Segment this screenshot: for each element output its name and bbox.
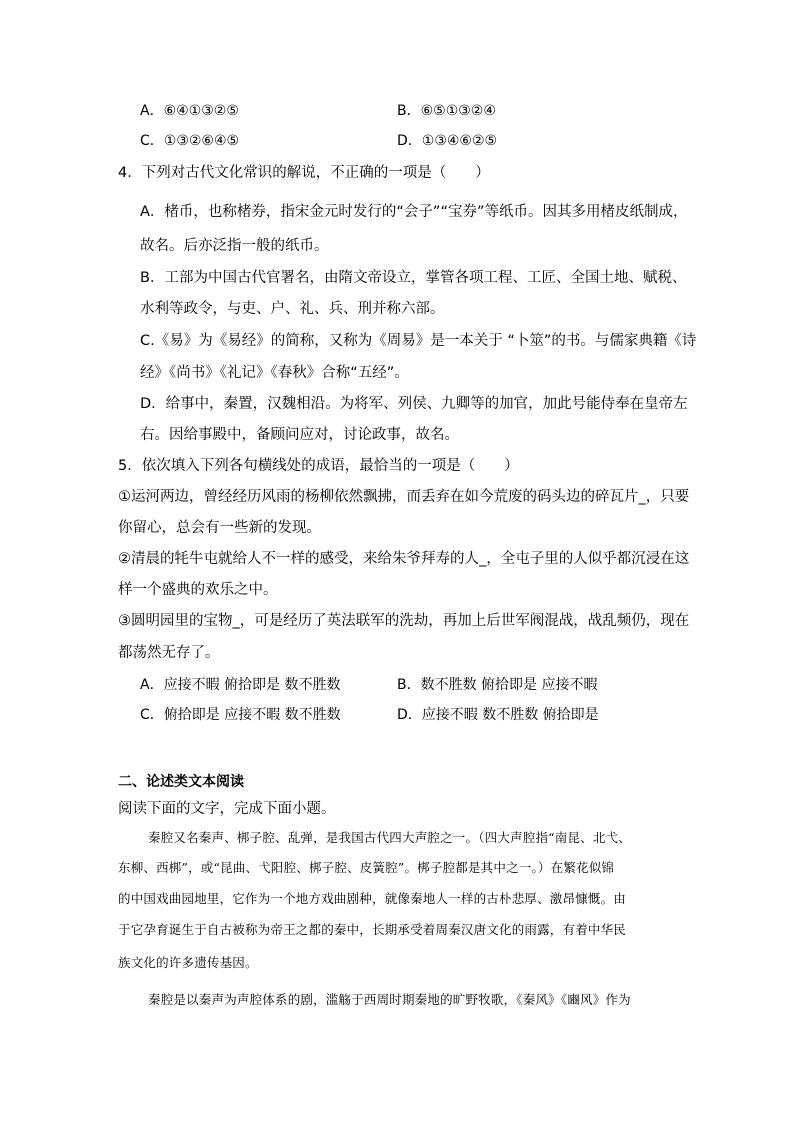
q5-sentence-1-line2: 你留心，总会有一些新的发现。	[118, 520, 321, 536]
section-instruction: 阅读下面的文字，完成下面小题。	[118, 801, 336, 817]
q5-option-b: B．数不胜数 俯拾即是 应接不暇	[397, 677, 598, 693]
q3-option-c: C．①③②⑥④⑤	[140, 133, 240, 149]
passage-line: 族文化的许多遗传基因。	[118, 955, 258, 970]
q5-sentence-1-line1: ①运河两边，曾经经历风雨的杨柳依然飘拂，而丢弃在如今荒废的码头边的碎瓦片_，只要	[118, 489, 690, 505]
q4-option-c-line2: 经》《尚书》《礼记》《春秋》合称“五经”。	[140, 365, 409, 381]
q4-stem: 4．下列对古代文化常识的解说，不正确的一项是（ ）	[118, 165, 490, 181]
q5-sentence-2-line1: ②清晨的牦牛屯就给人不一样的感受，来给朱爷拜寿的人_，全屯子里的人似乎都沉浸在这	[118, 551, 690, 567]
q4-option-d-line1: D．给事中，秦置，汉魏相沿。为将军、列侯、九卿等的加官，加此号能侍奉在皇帝左	[140, 396, 688, 412]
q5-option-a: A．应接不暇 俯拾即是 数不胜数	[140, 677, 341, 693]
passage-line: 秦腔又名秦声、梆子腔、乱弹，是我国古代四大声腔之一。（四大声腔指“南昆、北弋、	[148, 830, 631, 845]
q4-option-b-line2: 水利等政令，与吏、户、礼、兵、刑并称六部。	[140, 301, 445, 317]
passage-line: 的中国戏曲园地里，它作为一个地方戏曲剧种，就像秦地人一样的古朴悲厚、激昂慷慨。由	[118, 891, 627, 906]
q4-option-b-line1: B．工部为中国古代官署名，由隋文帝设立，掌管各项工程、工匠、全国土地、赋税、	[140, 270, 687, 286]
passage-line: 秦腔是以秦声为声腔体系的剧，滥觞于西周时期秦地的旷野牧歌，《秦风》《豳风》作为	[148, 992, 631, 1007]
q5-option-d: D．应接不暇 数不胜数 俯拾即是	[397, 707, 599, 723]
q5-sentence-3-line1: ③圆明园里的宝物_，可是经历了英法联军的洗劫，再加上后世军阀混战，战乱频仍，现在	[118, 613, 690, 629]
q5-stem: 5．依次填入下列各句横线处的成语，最恰当的一项是（ ）	[118, 458, 519, 474]
q5-sentence-2-line2: 样一个盛典的欢乐之中。	[118, 582, 278, 598]
q3-option-a: A．⑥④①③②⑤	[140, 103, 239, 119]
q5-sentence-3-line2: 都荡然无存了。	[118, 645, 220, 661]
passage-line: 于它孕育诞生于自古被称为帝王之都的秦中，长期承受着周秦汉唐文化的雨露，有着中华民	[118, 922, 627, 937]
q4-option-d-line2: 右。因给事殿中，备顾问应对，讨论政事，故名。	[140, 427, 459, 443]
q3-option-d: D．①③④⑥②⑤	[397, 133, 498, 149]
q4-option-a-line1: A．楮币，也称楮券，指宋金元时发行的“会子”“宝券”等纸币。因其多用楮皮纸制成，	[140, 204, 688, 220]
q5-option-c: C．俯拾即是 应接不暇 数不胜数	[140, 707, 341, 723]
q4-option-a-line2: 故名。后亦泛指一般的纸币。	[140, 238, 329, 254]
passage-line: 东柳、西梆”，或“昆曲、弋阳腔、梆子腔、皮簧腔”。梆子腔都是其中之一。）在繁花似锦	[118, 860, 615, 875]
q3-option-b: B．⑥⑤①③②④	[397, 103, 496, 119]
q4-option-c-line1: C.《易》为《易经》的简称，又称为《周易》是一本关于 “卜筮”的书。与儒家典籍《诗	[140, 333, 697, 349]
section-heading: 二、论述类文本阅读	[118, 774, 244, 790]
